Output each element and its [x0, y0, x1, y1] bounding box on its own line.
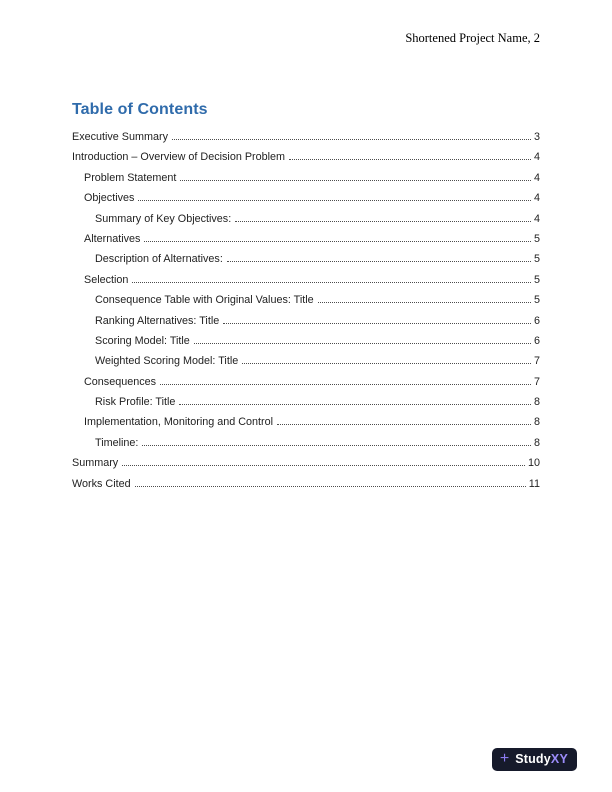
dot-leader: [227, 260, 531, 262]
toc-page-number: 5: [533, 253, 540, 266]
toc-entry[interactable]: [72, 290, 540, 310]
toc-entry[interactable]: [72, 412, 540, 432]
toc-entry-label: Weighted Scoring Model: Title: [95, 355, 239, 368]
toc-list: [72, 127, 540, 494]
dot-leader: [160, 383, 531, 385]
studyxy-logo-badge: [492, 748, 577, 771]
toc-entry-label: Implementation, Monitoring and Control: [84, 416, 274, 429]
toc-entry-label: Summary of Key Objectives:: [95, 212, 232, 225]
toc-entry[interactable]: [72, 188, 540, 208]
toc-entry-label: Summary: [72, 457, 119, 470]
toc-page-number: 5: [533, 273, 540, 286]
toc-page-number: 8: [533, 396, 540, 409]
dot-leader: [318, 301, 531, 303]
toc-page-number: 6: [533, 314, 540, 327]
toc-entry-label: Ranking Alternatives: Title: [95, 314, 220, 327]
studyxy-logo-text: [515, 753, 568, 766]
toc-entry[interactable]: [72, 351, 540, 371]
dot-leader: [142, 444, 531, 446]
dot-leader: [135, 485, 526, 487]
toc-section: [72, 101, 540, 494]
toc-entry[interactable]: [72, 168, 540, 188]
toc-entry-label: Introduction – Overview of Decision Problem: [72, 151, 286, 164]
toc-page-number: 10: [527, 457, 540, 470]
dot-leader: [223, 322, 531, 324]
toc-entry-label: Alternatives: [84, 232, 141, 245]
page-header: [72, 31, 540, 46]
dot-leader: [144, 240, 531, 242]
toc-entry[interactable]: [72, 127, 540, 147]
toc-page-number: 3: [533, 131, 540, 143]
toc-entry[interactable]: [72, 372, 540, 392]
dot-leader: [138, 199, 531, 201]
dot-leader: [172, 138, 531, 140]
toc-entry-label: Objectives: [84, 192, 135, 205]
dot-leader: [242, 362, 531, 364]
toc-entry[interactable]: [72, 392, 540, 412]
toc-page-number: 8: [533, 416, 540, 429]
running-head-text: Shortened Project Name, 2: [405, 31, 540, 45]
toc-entry-label: Consequences: [84, 375, 157, 388]
toc-page-number: 4: [533, 192, 540, 205]
toc-entry[interactable]: [72, 229, 540, 249]
toc-page-number: 4: [533, 212, 540, 225]
plus-icon: +: [499, 750, 510, 767]
dot-leader: [179, 403, 531, 405]
toc-page-number: 6: [533, 334, 540, 347]
dot-leader: [132, 281, 531, 283]
toc-page-number: 7: [533, 355, 540, 368]
dot-leader: [277, 423, 531, 425]
toc-page-number: 5: [533, 232, 540, 245]
toc-entry-label: Description of Alternatives:: [95, 253, 223, 266]
toc-entry-label: Executive Summary: [72, 131, 169, 143]
toc-entry[interactable]: [72, 474, 540, 494]
dot-leader: [235, 220, 531, 222]
toc-entry[interactable]: [72, 453, 540, 473]
dot-leader: [194, 342, 531, 344]
dot-leader: [180, 179, 531, 181]
toc-entry-label: Risk Profile: Title: [95, 396, 176, 409]
toc-entry-label: Timeline:: [95, 436, 139, 449]
brand-primary-text: Study: [515, 752, 551, 767]
toc-entry-label: Works Cited: [72, 477, 131, 490]
brand-accent-text: XY: [550, 752, 568, 767]
toc-page-number: 11: [528, 477, 540, 490]
toc-page-number: 8: [533, 436, 540, 449]
toc-page-number: 4: [533, 171, 540, 184]
toc-entry-label: Scoring Model: Title: [95, 334, 190, 347]
toc-entry-label: Selection: [84, 273, 129, 286]
toc-page-number: 5: [533, 294, 540, 307]
toc-entry[interactable]: [72, 433, 540, 453]
dot-leader: [289, 158, 531, 160]
toc-entry[interactable]: [72, 249, 540, 269]
toc-entry[interactable]: [72, 311, 540, 331]
toc-entry-label: Consequence Table with Original Values: Title: [95, 294, 314, 307]
toc-page-number: 7: [533, 375, 540, 388]
toc-entry[interactable]: [72, 270, 540, 290]
toc-page-number: 4: [533, 151, 540, 164]
toc-entry[interactable]: [72, 209, 540, 229]
toc-entry[interactable]: [72, 147, 540, 167]
dot-leader: [122, 464, 525, 466]
toc-entry[interactable]: [72, 331, 540, 351]
toc-title: Table of Contents: [72, 101, 208, 118]
toc-entry-label: Problem Statement: [84, 171, 177, 184]
